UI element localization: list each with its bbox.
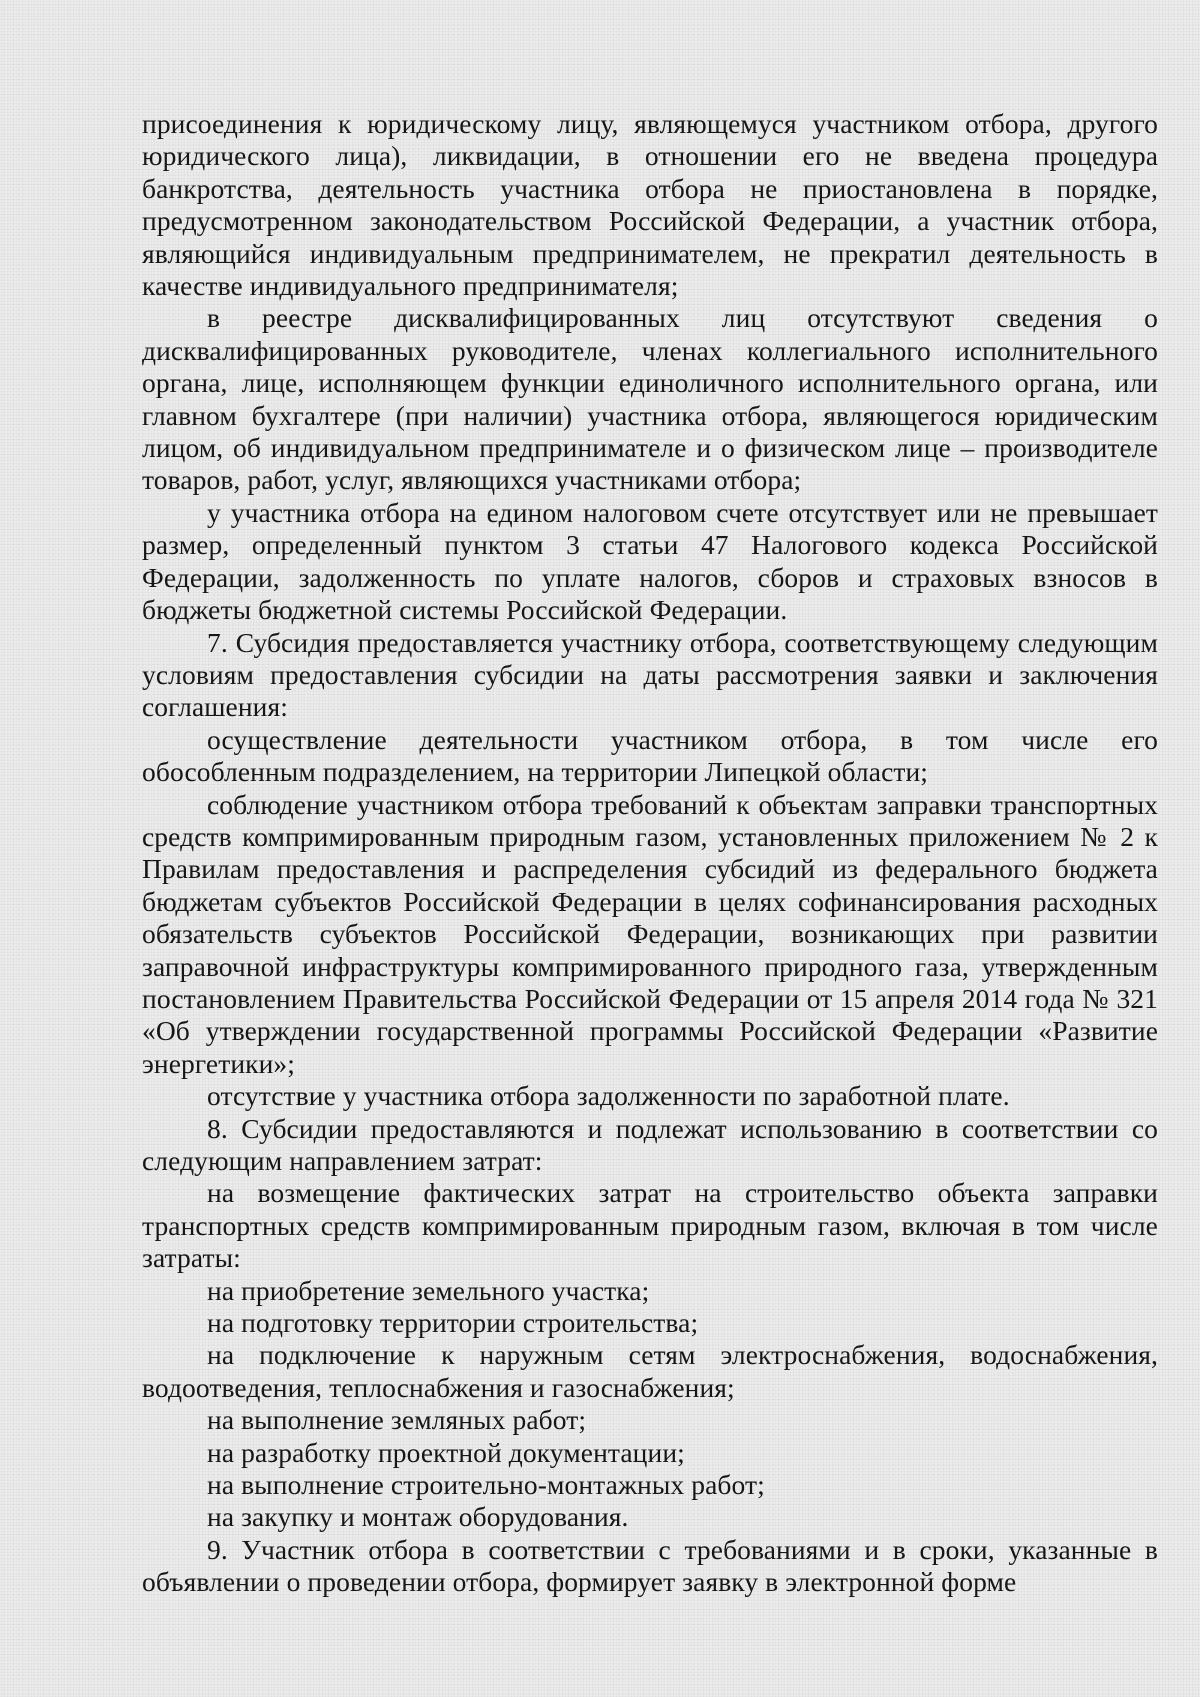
paragraph-earthworks: на выполнение земляных работ; xyxy=(207,1404,587,1436)
paragraph-utility-connection: на подключение к наружным сетям электроснабжения, водоснабжения, водоотведения, теплоснабжения и газоснабжения; xyxy=(142,1339,1158,1403)
paragraph-continuation-liquidation: присоединения к юридическому лицу, являющемуся участником отбора, другого юридического лица), ликвидации, в отношении его не введена процедура банкротства, деятельность участника отбора не приостановлена в порядке, предусмотренном законодательством Российской Федерации, а участник отбора, являющийся индивидуальным предпринимателем, не прекратил деятельность в качестве индивидуального предпринимателя; xyxy=(142,108,1158,302)
paragraph-item-7: 7. Субсидия предоставляется участнику отбора, соответствующему следующим условиям предоставления субсидии на даты рассмотрения заявки и заключения соглашения: xyxy=(142,626,1158,723)
paragraph-equipment: на закупку и монтаж оборудования. xyxy=(207,1501,629,1533)
paragraph-design-documentation: на разработку проектной документации; xyxy=(207,1436,685,1468)
paragraph-activity-lipetsk: осуществление деятельности участником отбора, в том числе его обособленным подразделением, на территории Липецкой области; xyxy=(142,723,1158,788)
paragraph-item-8: 8. Субсидии предоставляются и подлежат использованию в соответствии со следующим направлением затрат: xyxy=(142,1112,1158,1176)
paragraph-land-acquisition: на приобретение земельного участка; xyxy=(207,1274,650,1306)
paragraph-cost-reimbursement: на возмещение фактических затрат на строительство объекта заправки транспортных средств компримированным природным газом, включая в том числе затраты: xyxy=(142,1177,1158,1274)
paragraph-item-9: 9. Участник отбора в соответствии с требованиями и в сроки, указанные в объявлении о проведении отбора, формирует заявку в электронной форме xyxy=(142,1533,1158,1598)
paragraph-no-wage-debt: отсутствие у участника отбора задолженности по заработной плате. xyxy=(207,1080,1010,1112)
document-body xyxy=(142,108,1158,1599)
paragraph-site-preparation: на подготовку территории строительства; xyxy=(207,1307,699,1339)
paragraph-requirements-compliance: соблюдение участником отбора требований к объектам заправки транспортных средств компримированным природным газом, установленных приложением № 2 к Правилам предоставления и распределения субсидий из федерального бюджета бюджетам субъектов Российской Федерации в целях софинансирования расходных обязательств субъектов Российской Федерации, возникающих при развитии заправочной инфраструктуры компримированного природного газа, утвержденным постановлением Правительства Российской Федерации от 15 апреля 2014 года № 321 «Об утверждении государственной программы Российской Федерации «Развитие энергетики»; xyxy=(142,788,1158,1079)
paragraph-tax-debt: у участника отбора на едином налоговом счете отсутствует или не превышает размер, определенный пунктом 3 статьи 47 Налогового кодекса Российской Федерации, задолженность по уплате налогов, сборов и страховых взносов в бюджеты бюджетной системы Российской Федерации. xyxy=(142,496,1158,626)
paragraph-construction-works: на выполнение строительно-монтажных работ; xyxy=(207,1469,765,1501)
paragraph-disqualified-registry: в реестре дисквалифицированных лиц отсутствуют сведения о дисквалифицированных руководителе, членах коллегиального исполнительного органа, лице, исполняющем функции единоличного исполнительного органа, или главном бухгалтере (при наличии) участника отбора, являющегося юридическим лицом, об индивидуальном предпринимателе и о физическом лице – производителе товаров, работ, услуг, являющихся участниками отбора; xyxy=(142,302,1158,496)
